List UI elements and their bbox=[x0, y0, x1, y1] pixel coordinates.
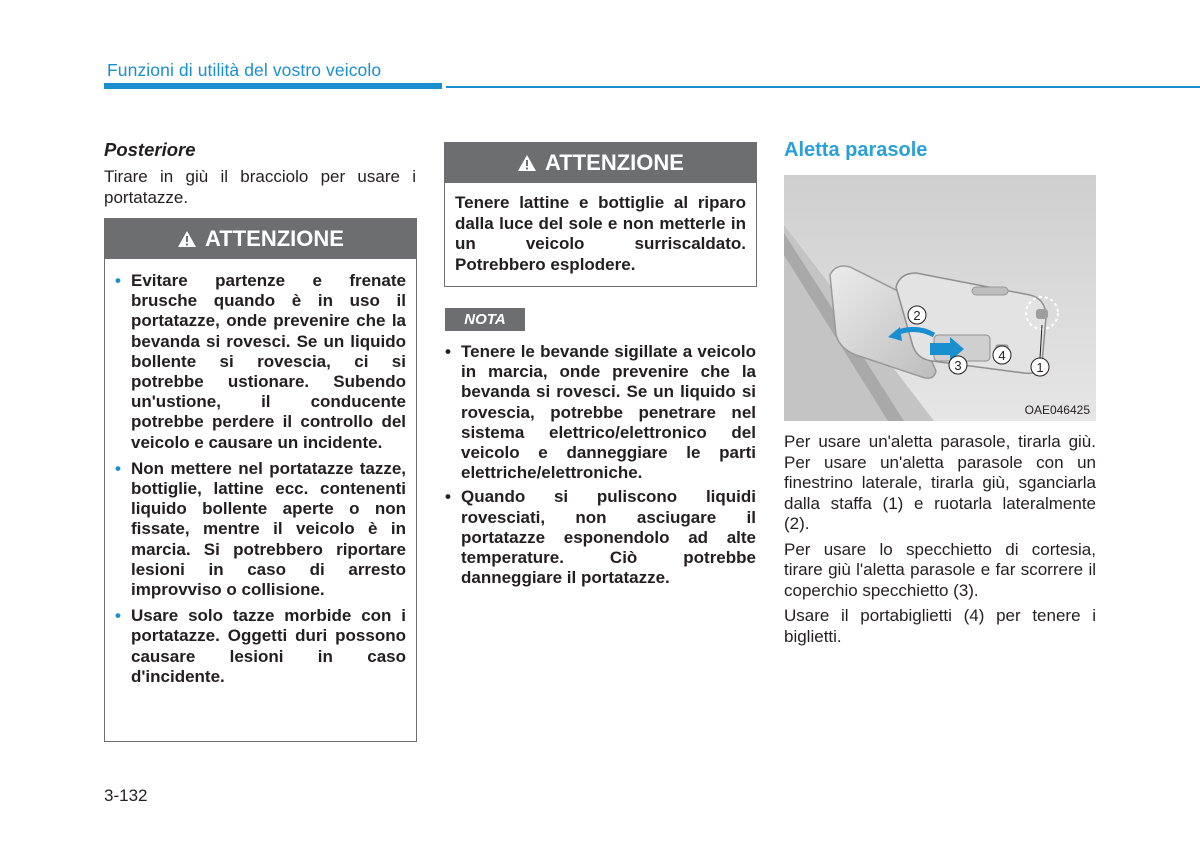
header-rule-thin bbox=[446, 86, 1200, 88]
warning-box-middle bbox=[444, 142, 757, 287]
nota-item: • Quando si puliscono liquidi rovesciati, non asciugare il portatazze esponendolo ad alte temperature. Ciò potrebbe danneggiare il portatazze. bbox=[445, 487, 756, 588]
nota-list bbox=[445, 342, 756, 592]
section-subheading: Posteriore bbox=[104, 139, 196, 160]
callout-3 bbox=[949, 356, 967, 374]
warning-text: Tenere lattine e bottiglie al riparo dalla luce del sole e non metterle in un veicolo surriscaldato. Potrebbero esplodere. bbox=[455, 193, 746, 274]
warning-list bbox=[105, 259, 416, 687]
left-column bbox=[104, 139, 416, 208]
warning-title: ATTENZIONE bbox=[205, 226, 344, 251]
warning-box-left bbox=[104, 218, 417, 742]
nota-badge: NOTA bbox=[445, 308, 525, 331]
svg-text:4: 4 bbox=[998, 348, 1006, 363]
warning-triangle-icon bbox=[177, 230, 197, 248]
nota-item: • Tenere le bevande sigillate a veicolo in marcia, onde prevenire che la bevanda si rovesci. Se un liquido si rovescia, potrebbe penetrare nel sistema elettrico/elettronico del veicolo e danneggiare le parti elettriche/elettroniche. bbox=[445, 342, 756, 483]
svg-text:3: 3 bbox=[954, 358, 962, 373]
bullet-icon: • bbox=[115, 458, 121, 478]
callout-4 bbox=[993, 346, 1011, 364]
svg-text:1: 1 bbox=[1036, 360, 1044, 375]
warning-item: • Usare solo tazze morbide con i portatazze. Oggetti duri possono causare lesioni in caso d'incidente. bbox=[115, 606, 406, 686]
warning-item: • Non mettere nel portatazze tazze, bottiglie, lattine ecc. contenenti liquido bollente aperte o non fissate, mentre il veicolo è in marcia. Si potrebbero riportare lesioni in caso di arresto improvviso o collisione. bbox=[115, 458, 406, 600]
bullet-icon: • bbox=[115, 606, 121, 626]
svg-text:2: 2 bbox=[913, 308, 921, 323]
header-rule-thick bbox=[104, 83, 442, 89]
warning-header bbox=[445, 143, 756, 183]
page-number: 3-132 bbox=[104, 786, 148, 805]
warning-triangle-icon bbox=[517, 154, 537, 172]
section-heading: Aletta parasole bbox=[784, 139, 928, 161]
figure-code: OAE046425 bbox=[1024, 403, 1090, 417]
warning-item: • Evitare partenze e frenate brusche quando è in uso il portatazze, onde prevenire che la bevanda si rovesci. Se un liquido bollente si rovescia, ci si potrebbe ustionare. Subendo un'ustione, il conducente potrebbe perdere il controllo del veicolo e causare un incidente. bbox=[115, 271, 406, 452]
warning-header bbox=[105, 219, 416, 259]
running-header: Funzioni di utilità del vostro veicolo bbox=[107, 60, 382, 80]
intro-paragraph: Tirare in giù il bracciolo per usare i portatazze. bbox=[104, 167, 416, 207]
paragraph: Per usare lo specchietto di cortesia, tirare giù l'aletta parasole e far scorrere il coperchio specchietto (3). bbox=[784, 539, 1096, 600]
bullet-icon: • bbox=[445, 342, 451, 361]
right-text bbox=[784, 432, 1096, 652]
bullet-icon: • bbox=[445, 487, 451, 507]
warning-title: ATTENZIONE bbox=[545, 150, 684, 175]
paragraph: Usare il portabiglietti (4) per tenere i biglietti. bbox=[784, 606, 1096, 646]
paragraph: Per usare un'aletta parasole, tirarla giù. Per usare un'aletta parasole con un finestrino laterale, tirarla giù, sganciarla dalla staffa (1) e ruotarla lateralmente (2). bbox=[784, 432, 1096, 533]
bullet-icon: • bbox=[115, 271, 121, 290]
sun-visor-illustration bbox=[784, 175, 1096, 421]
callout-2 bbox=[908, 306, 926, 324]
sun-visor-drawing bbox=[784, 175, 1096, 421]
